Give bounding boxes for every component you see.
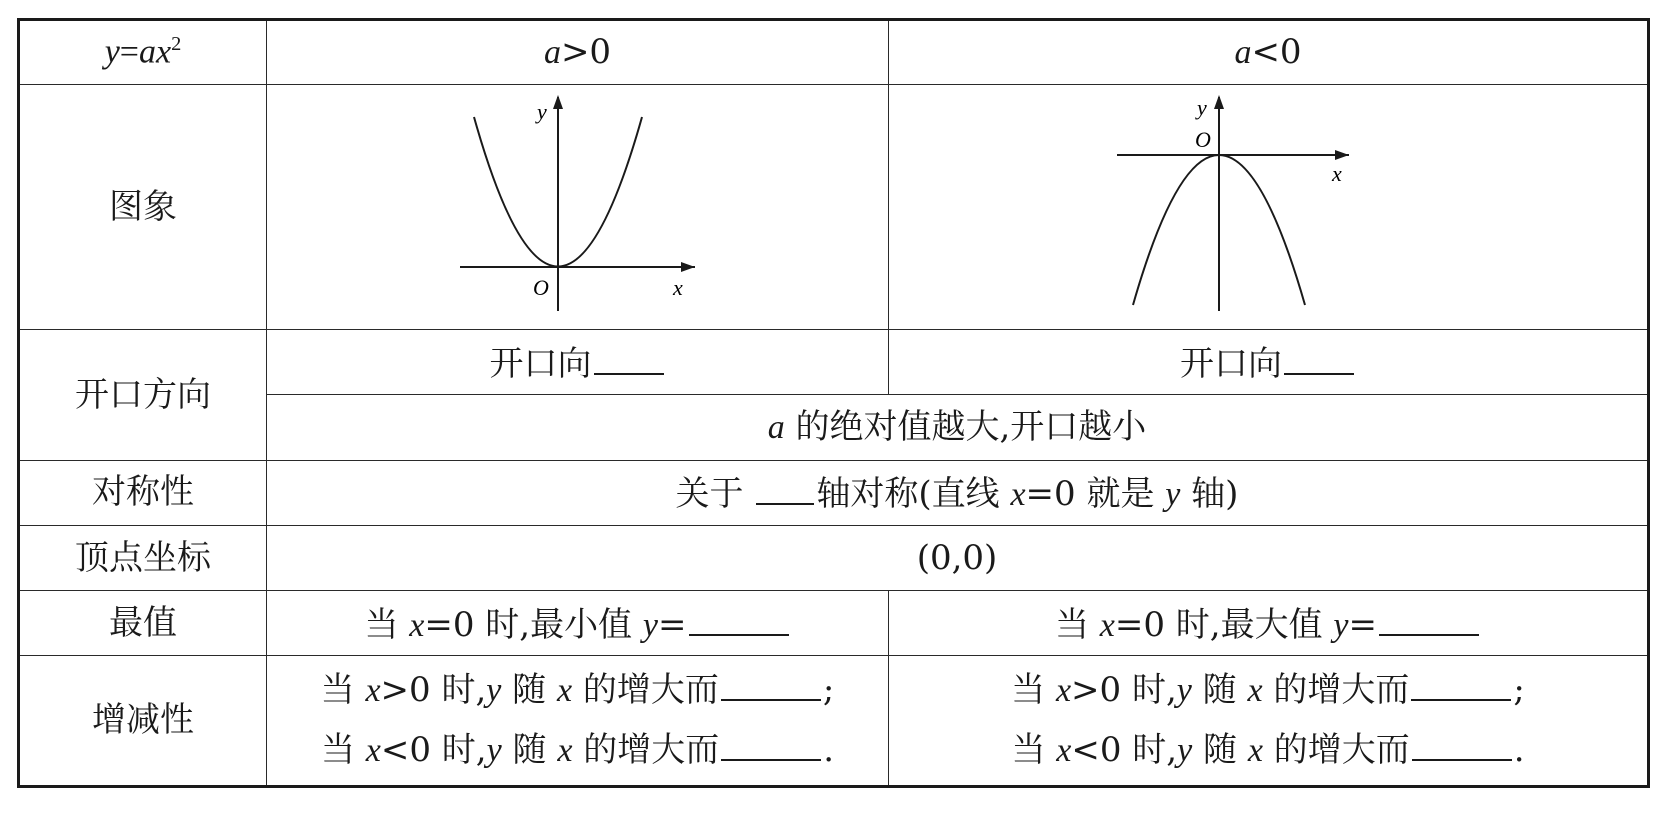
opening-label: 开口方向 (19, 330, 267, 461)
monotonic-neg-line-1 (889, 661, 1647, 721)
symmetry-mid: 轴对称(直线 (816, 474, 1011, 515)
graph-neg-y-label: y (1197, 95, 1207, 121)
opening-row-1 (19, 330, 1649, 395)
mono-text: ; (822, 670, 835, 711)
symmetry-post: 轴) (1180, 474, 1239, 515)
header-a-negative (889, 20, 1649, 85)
symmetry-label: 对称性 (19, 460, 267, 525)
mono-var: y (486, 731, 502, 769)
func-exponent: 2 (171, 33, 182, 56)
header-neg-a: a (1234, 33, 1252, 71)
mono-text: 当 (320, 670, 366, 711)
mono-text: 随 (501, 729, 558, 770)
symmetry-x: x (1010, 476, 1026, 514)
graph-pos-origin-label: O (533, 275, 549, 301)
opening-pos-blank (594, 339, 664, 375)
monotonic-neg-blank-2 (1412, 725, 1512, 761)
mono-text: 的增大而 (1262, 729, 1410, 770)
mono-text: 当 (320, 729, 366, 770)
mono-text: 随 (1191, 670, 1248, 711)
symmetry-value (267, 460, 1649, 525)
symmetry-eq: =0 就是 (1025, 474, 1166, 515)
mono-var: x (1247, 672, 1263, 710)
symmetry-blank (756, 469, 814, 505)
extreme-neg-x: x (1099, 606, 1115, 644)
mono-var: x (1247, 731, 1263, 769)
opening-neg-blank (1284, 339, 1354, 375)
graph-row (19, 85, 1649, 330)
monotonic-pos-line-1 (267, 661, 888, 721)
function-header (19, 20, 267, 85)
header-pos-a: a (543, 33, 561, 71)
vertex-label: 顶点坐标 (19, 525, 267, 590)
extreme-negative (889, 591, 1649, 656)
func-y: y (104, 33, 120, 71)
extreme-label: 最值 (19, 591, 267, 656)
mono-text: <0 时, (1071, 729, 1178, 770)
monotonic-negative (889, 656, 1649, 787)
opening-shared-text: 的绝对值越大,开口越小 (784, 406, 1147, 447)
mono-text: . (823, 729, 835, 770)
mono-var: x (365, 672, 381, 710)
opening-positive (267, 330, 889, 395)
mono-text: >0 时, (380, 670, 487, 711)
graph-label: 图象 (19, 85, 267, 330)
extreme-pos-y: y (642, 606, 659, 644)
quadratic-properties-table (17, 18, 1650, 788)
upward-parabola-graph (267, 91, 889, 313)
symmetry-pre: 关于 (675, 474, 755, 515)
header-a-positive (267, 20, 889, 85)
downward-parabola-graph (889, 91, 1649, 313)
symmetry-y: y (1165, 476, 1181, 514)
graph-neg-origin-label: O (1195, 127, 1211, 153)
monotonic-pos-blank-1 (721, 665, 821, 701)
graph-positive-cell (267, 85, 889, 330)
symmetry-row (19, 460, 1649, 525)
opening-negative (889, 330, 1649, 395)
x-axis-arrow (681, 262, 695, 272)
mono-var: x (557, 731, 573, 769)
opening-shared-a: a (767, 408, 785, 446)
opening-neg-text: 开口向 (1180, 344, 1282, 385)
x-axis-arrow (1335, 150, 1349, 160)
extreme-pos-mid: =0 时,最小值 (424, 604, 643, 645)
mono-var: y (486, 672, 502, 710)
mono-text: 当 (1011, 729, 1057, 770)
extreme-pos-eq: = (658, 604, 687, 645)
monotonic-pos-line-2 (267, 721, 888, 781)
graph-pos-y-label: y (537, 99, 547, 125)
func-eq: = (119, 33, 139, 71)
mono-text: . (1513, 729, 1525, 770)
vertex-row (19, 525, 1649, 590)
mono-text: ; (1513, 670, 1525, 711)
mono-text: >0 时, (1071, 670, 1177, 711)
mono-var: x (365, 731, 381, 769)
mono-var: y (1176, 672, 1192, 710)
monotonic-positive (267, 656, 889, 787)
opening-pos-text: 开口向 (489, 344, 592, 385)
graph-negative-cell (889, 85, 1649, 330)
header-neg-rel: <0 (1251, 31, 1302, 72)
extreme-neg-blank (1379, 600, 1479, 636)
extreme-positive (267, 591, 889, 656)
extreme-pos-blank (689, 600, 789, 636)
graph-neg-x-label: x (1332, 161, 1342, 187)
mono-text: <0 时, (380, 729, 487, 770)
y-axis-arrow (553, 95, 563, 109)
mono-text: 随 (501, 670, 557, 711)
monotonic-pos-blank-2 (721, 725, 821, 761)
monotonic-label: 增减性 (19, 656, 267, 787)
mono-text: 的增大而 (1262, 670, 1410, 711)
header-row (19, 20, 1649, 85)
graph-pos-x-label: x (673, 275, 683, 301)
extreme-neg-eq: = (1348, 604, 1378, 645)
extreme-neg-mid: =0 时,最大值 (1114, 604, 1334, 645)
monotonic-row (19, 656, 1649, 787)
extreme-neg-pre: 当 (1054, 604, 1100, 645)
extreme-row (19, 591, 1649, 656)
extreme-neg-y: y (1333, 606, 1349, 644)
vertex-value: (0,0) (267, 525, 1649, 590)
extreme-pos-pre: 当 (364, 604, 410, 645)
mono-text: 的增大而 (572, 729, 720, 770)
opening-shared (267, 395, 1649, 460)
extreme-pos-x: x (409, 606, 425, 644)
mono-text: 当 (1011, 670, 1056, 711)
header-pos-rel: >0 (560, 31, 612, 72)
monotonic-neg-blank-1 (1411, 665, 1511, 701)
func-a: a (138, 33, 156, 71)
y-axis-arrow (1214, 95, 1224, 109)
mono-var: y (1177, 731, 1193, 769)
mono-var: x (1056, 731, 1072, 769)
monotonic-neg-line-2 (889, 721, 1647, 781)
mono-var: x (557, 672, 573, 710)
mono-text: 的增大而 (572, 670, 719, 711)
mono-text: 随 (1192, 729, 1248, 770)
mono-var: x (1055, 672, 1072, 710)
func-x: x (155, 33, 172, 71)
